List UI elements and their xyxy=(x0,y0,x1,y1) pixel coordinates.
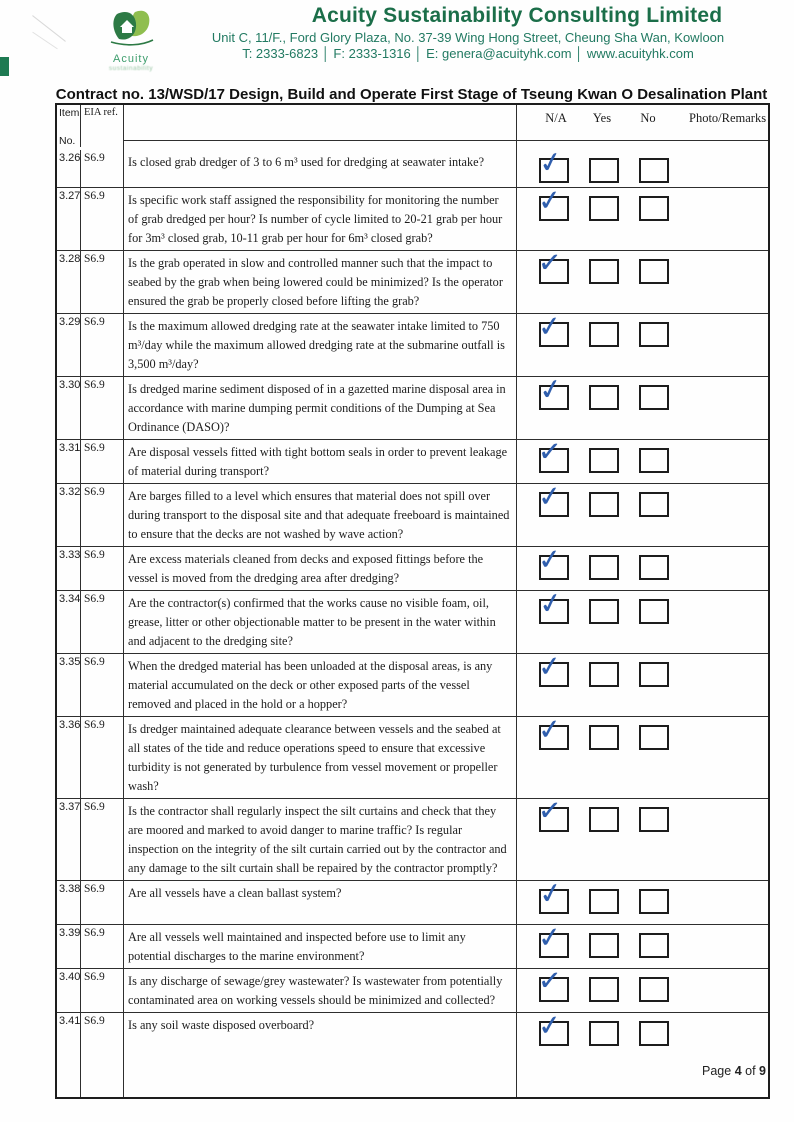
handwritten-checkmark: ✓ xyxy=(537,245,563,280)
handwritten-checkmark: ✓ xyxy=(536,711,564,748)
eia-ref-cell: S6.9 xyxy=(81,547,124,590)
handwritten-checkmark: ✓ xyxy=(537,793,563,828)
question-cell: Are all vessels well maintained and inspected before use to limit any potential discharges to the marine environment? xyxy=(124,925,517,968)
yes-checkbox xyxy=(589,933,619,958)
no-checkbox xyxy=(639,385,669,410)
eia-ref-cell: S6.9 xyxy=(81,251,124,313)
yes-checkbox xyxy=(589,555,619,580)
handwritten-checkmark: ✓ xyxy=(536,875,566,912)
table-row xyxy=(57,182,768,250)
page-total: 9 xyxy=(759,1064,766,1078)
question-cell: Is the grab operated in slow and controlled manner such that the impact to seabed by the grab when being lowered could be minimized? Is the operator ensured the grab be properly closed before lifting the grab? xyxy=(124,251,517,313)
yes-checkbox xyxy=(589,196,619,221)
eia-ref-cell: S6.9 xyxy=(81,925,124,968)
no-checkbox xyxy=(639,448,669,473)
yes-column-label: Yes xyxy=(592,111,612,125)
item-no-cell: 3.39 xyxy=(57,925,81,968)
logo-tagline: sustainability xyxy=(108,65,154,72)
table-header-row xyxy=(57,105,768,150)
answer-cell xyxy=(517,541,768,590)
item-no-column-header: Item No. xyxy=(59,107,80,147)
eia-ref-cell: S6.9 xyxy=(81,1013,124,1097)
eia-ref-cell: S6.9 xyxy=(81,440,124,483)
handwritten-checkmark: ✓ xyxy=(536,478,564,515)
table-row xyxy=(57,245,768,313)
item-no-cell: 3.33 xyxy=(57,547,81,590)
item-no-cell: 3.26 xyxy=(57,150,81,187)
item-no-cell: 3.28 xyxy=(57,251,81,313)
question-cell: Are disposal vessels fitted with tight bottom seals in order to prevent leakage of material during transport? xyxy=(124,440,517,483)
handwritten-checkmark: ✓ xyxy=(536,541,564,578)
page-number: 4 xyxy=(734,1064,742,1078)
company-address: Unit C, 11/F., Ford Glory Plaza, No. 37-39 Wing Hong Street, Cheung Sha Wan, Kowloon xyxy=(211,30,725,45)
handwritten-checkmark: ✓ xyxy=(536,919,564,956)
table-row xyxy=(57,1007,768,1097)
answer-cell xyxy=(517,182,768,250)
table-row xyxy=(57,711,768,798)
question-cell: Is any discharge of sewage/grey wastewater? Is wastewater from potentially contaminated area on working vessels should be minimized and collected? xyxy=(124,969,517,1012)
header-inner-rule xyxy=(124,140,768,141)
page-footer: Page 4 of 9 xyxy=(702,1064,766,1078)
no-checkbox xyxy=(639,196,669,221)
yes-checkbox xyxy=(589,448,619,473)
answer-cell xyxy=(517,478,768,546)
eia-ref-cell: S6.9 xyxy=(81,799,124,880)
table-row xyxy=(57,371,768,439)
yes-checkbox xyxy=(589,492,619,517)
no-checkbox xyxy=(639,599,669,624)
table-row xyxy=(57,585,768,653)
item-no-cell: 3.40 xyxy=(57,969,81,1012)
table-row xyxy=(57,308,768,376)
no-column-label: No xyxy=(640,111,656,125)
yes-checkbox xyxy=(589,662,619,687)
no-checkbox xyxy=(639,977,669,1002)
handwritten-checkmark: ✓ xyxy=(536,144,566,181)
question-cell: Are barges filled to a level which ensures that material does not spill over during transport to the disposal site and that adequate freeboard is maintained to ensure that the decks are not washed by wave action? xyxy=(124,484,517,546)
eia-ref-cell: S6.9 xyxy=(81,484,124,546)
yes-checkbox xyxy=(589,599,619,624)
item-no-cell: 3.36 xyxy=(57,717,81,798)
yes-checkbox xyxy=(589,977,619,1002)
item-no-cell: 3.30 xyxy=(57,377,81,439)
answer-cell xyxy=(517,434,768,483)
table-row xyxy=(57,793,768,880)
eia-ref-column-header: EIA ref. xyxy=(81,105,124,150)
no-checkbox xyxy=(639,259,669,284)
answer-cell xyxy=(517,1007,768,1097)
no-checkbox xyxy=(639,662,669,687)
eia-ref-cell: S6.9 xyxy=(81,377,124,439)
letterhead xyxy=(0,0,794,82)
handwritten-checkmark: ✓ xyxy=(536,371,566,408)
question-cell: Is dredged marine sediment disposed of in a gazetted marine disposal area in accordance with marine dumping permit conditions of the Dumping at Sea Ordinance (DASO)? xyxy=(124,377,517,439)
company-name: Acuity Sustainability Consulting Limited xyxy=(311,4,723,27)
answer-cell xyxy=(517,875,768,924)
yes-checkbox xyxy=(589,259,619,284)
item-no-cell: 3.32 xyxy=(57,484,81,546)
table-row xyxy=(57,144,768,187)
yes-checkbox xyxy=(589,158,619,183)
no-checkbox xyxy=(639,889,669,914)
acuity-logo xyxy=(98,4,164,72)
no-checkbox xyxy=(639,725,669,750)
logo-wordmark: Acuity xyxy=(113,53,149,65)
company-contact-line: T: 2333-6823 │ F: 2333-1316 │ E: genera@acuityhk.com │ www.acuityhk.com xyxy=(242,46,694,61)
eia-ref-cell: S6.9 xyxy=(81,717,124,798)
eia-ref-cell: S6.9 xyxy=(81,150,124,187)
question-column-header xyxy=(124,105,517,150)
photo-remarks-column-label: Photo/Remarks xyxy=(689,111,767,125)
yes-checkbox xyxy=(589,889,619,914)
yes-checkbox xyxy=(589,725,619,750)
handwritten-checkmark: ✓ xyxy=(536,648,564,685)
yes-checkbox xyxy=(589,807,619,832)
item-no-cell: 3.34 xyxy=(57,591,81,653)
table-body xyxy=(57,144,768,1097)
item-no-cell: 3.27 xyxy=(57,188,81,250)
item-no-cell: 3.37 xyxy=(57,799,81,880)
handwritten-checkmark: ✓ xyxy=(536,585,566,622)
table-row xyxy=(57,478,768,546)
answer-column-header xyxy=(517,105,768,150)
item-no-cell: 3.38 xyxy=(57,881,81,924)
item-no-cell: 3.29 xyxy=(57,314,81,376)
answer-cell xyxy=(517,963,768,1012)
answer-cell xyxy=(517,648,768,716)
eia-ref-cell: S6.9 xyxy=(81,314,124,376)
question-cell: Is the contractor shall regularly inspect the silt curtains and check that they are moored and marked to avoid danger to marine traffic? Is regular inspection on the integrity of the silt curtain carried out by the contractor and any damage to the silt curtain shall be repaired by the contractor promptly? xyxy=(124,799,517,880)
table-row xyxy=(57,875,768,924)
item-no-cell: 3.35 xyxy=(57,654,81,716)
answer-cell xyxy=(517,919,768,968)
question-cell: Is dredger maintained adequate clearance between vessels and the seabed at all states of the tide and reduce operations speed to ensure that excessive turbidity is not generated by turbulence from vessel movement or propeller wash? xyxy=(124,717,517,798)
letterhead-text xyxy=(164,4,772,61)
table-row xyxy=(57,541,768,590)
yes-checkbox xyxy=(589,1021,619,1046)
answer-cell xyxy=(517,711,768,798)
handwritten-checkmark: ✓ xyxy=(537,434,563,469)
checklist-table xyxy=(55,103,770,1099)
yes-checkbox xyxy=(589,322,619,347)
question-cell: Is specific work staff assigned the responsibility for monitoring the number of grab dredged per hour? Is number of cycle limited to 20-21 grab per hour for 3m³ closed grab, 10-11 grab per hour for 6m³ closed grab? xyxy=(124,188,517,250)
answer-cell xyxy=(517,585,768,653)
no-checkbox xyxy=(639,158,669,183)
handwritten-checkmark: ✓ xyxy=(536,182,564,219)
leaf-logo-icon xyxy=(105,6,157,50)
no-checkbox xyxy=(639,492,669,517)
item-no-cell: 3.41 xyxy=(57,1013,81,1097)
na-column-label: N/A xyxy=(545,111,567,125)
no-checkbox xyxy=(639,1021,669,1046)
handwritten-checkmark: ✓ xyxy=(536,308,564,345)
eia-ref-cell: S6.9 xyxy=(81,969,124,1012)
no-checkbox xyxy=(639,322,669,347)
question-cell: When the dredged material has been unloaded at the disposal areas, is any material accumulated on the deck or other exposed parts of the vessel removed and placed in the hold or a hopper? xyxy=(124,654,517,716)
question-cell: Are all vessels have a clean ballast system? xyxy=(124,881,517,924)
answer-cell xyxy=(517,308,768,376)
table-row xyxy=(57,648,768,716)
scan-edge-artifact xyxy=(0,57,9,76)
eia-ref-cell: S6.9 xyxy=(81,591,124,653)
item-no-cell: 3.31 xyxy=(57,440,81,483)
no-checkbox xyxy=(639,807,669,832)
no-checkbox xyxy=(639,555,669,580)
table-row xyxy=(57,963,768,1012)
answer-cell xyxy=(517,245,768,313)
contract-title: Contract no. 13/WSD/17 Design, Build and Operate First Stage of Tseung Kwan O Desalination Plant xyxy=(55,86,768,103)
question-cell: Is closed grab dredger of 3 to 6 m³ used for dredging at seawater intake? xyxy=(124,150,517,187)
table-row xyxy=(57,434,768,483)
handwritten-checkmark: ✓ xyxy=(536,1007,564,1044)
question-cell: Is the maximum allowed dredging rate at the seawater intake limited to 750 m³/day while the maximum allowed dredging rate at the submarine outfall is 3,500 m³/day? xyxy=(124,314,517,376)
no-checkbox xyxy=(639,933,669,958)
yes-checkbox xyxy=(589,385,619,410)
question-cell: Are excess materials cleaned from decks and exposed fittings before the vessel is moved from the dredging area after dredging? xyxy=(124,547,517,590)
answer-cell xyxy=(517,144,768,187)
question-cell: Is any soil waste disposed overboard? xyxy=(124,1013,517,1097)
table-row xyxy=(57,919,768,968)
question-cell: Are the contractor(s) confirmed that the works cause no visible foam, oil, grease, litter or other objectionable matter to be present in the water within and adjacent to the dredging site? xyxy=(124,591,517,653)
eia-ref-cell: S6.9 xyxy=(81,654,124,716)
eia-ref-cell: S6.9 xyxy=(81,881,124,924)
eia-ref-cell: S6.9 xyxy=(81,188,124,250)
answer-cell xyxy=(517,371,768,439)
answer-cell xyxy=(517,793,768,880)
handwritten-checkmark: ✓ xyxy=(537,963,563,998)
